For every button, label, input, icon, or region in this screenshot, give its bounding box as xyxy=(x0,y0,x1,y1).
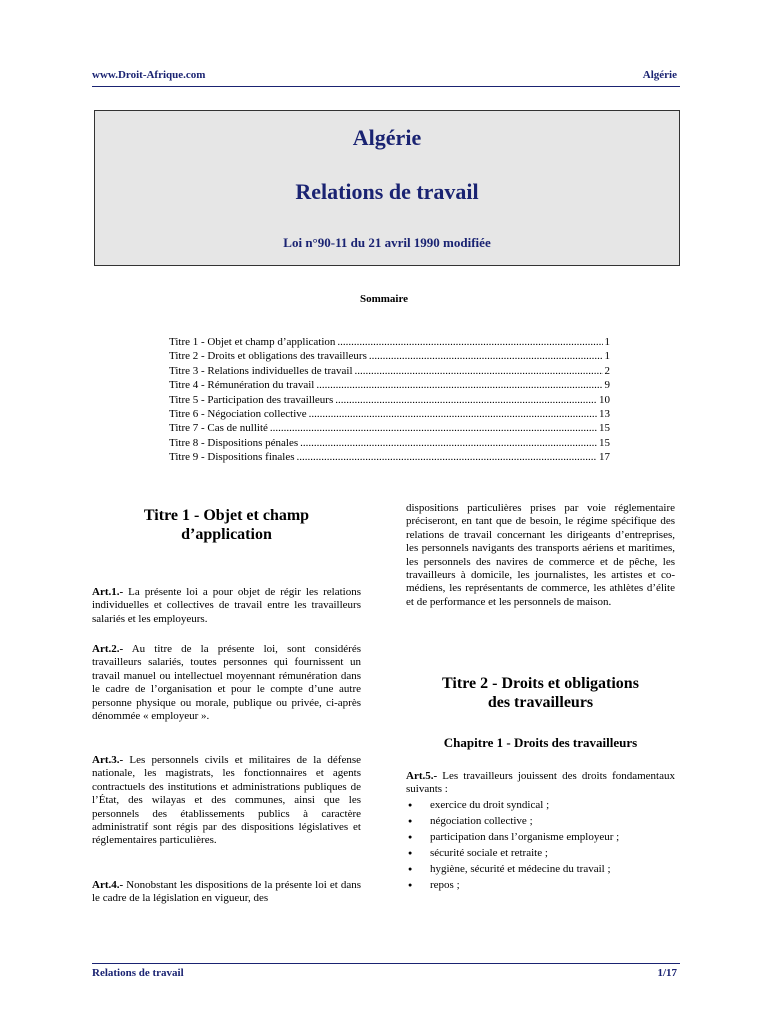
article-text: Les personnels civils et militaires de la défense nationale, les magistrats, les fonctionnaires et agents contractuels des institutions et administrations publiques de l’État, des wilayas et des communes, ainsi que les personnels des établissements publics à caractère administratif sont régis par des dispositions législatives et réglementaires particulières. xyxy=(92,754,361,847)
title-box xyxy=(94,110,680,266)
article-number: Art.2.- xyxy=(92,643,124,655)
toc-item-page: 9 xyxy=(604,379,610,392)
toc-item-page: 1 xyxy=(604,336,610,348)
document-title: Relations de travail xyxy=(295,179,479,204)
toc-leader-dots xyxy=(316,378,602,392)
article-5 xyxy=(406,770,675,797)
chapter-heading: Chapitre 1 - Droits des travailleurs xyxy=(443,735,638,750)
toc-item[interactable] xyxy=(169,349,610,363)
list-item: ● hygiène, sécurité et médecine du travail ; xyxy=(406,861,675,877)
article-number: Art.3.- xyxy=(92,754,124,766)
header-site-link[interactable]: www.Droit-Afrique.com xyxy=(92,69,206,81)
section-heading-line: des travailleurs xyxy=(487,694,594,711)
list-item: ● sécurité sociale et retraite ; xyxy=(406,845,675,861)
article-number: Art.4.- xyxy=(92,879,124,891)
toc-item[interactable] xyxy=(169,335,610,349)
toc-item-page: 15 xyxy=(599,422,610,435)
toc-leader-dots xyxy=(337,335,602,349)
toc-item[interactable] xyxy=(169,421,610,435)
toc-item-page: 13 xyxy=(599,407,610,420)
article-3 xyxy=(92,754,361,848)
toc-leader-dots xyxy=(270,421,597,435)
toc-leader-dots xyxy=(297,450,598,464)
toc-leader-dots xyxy=(355,364,603,378)
toc-item[interactable] xyxy=(169,436,610,450)
document-law-reference: Loi n°90-11 du 21 avril 1990 modifiée xyxy=(283,235,491,250)
toc-item-label: Titre 7 - Cas de nullité xyxy=(169,422,268,435)
toc-heading: Sommaire xyxy=(359,293,409,305)
toc-item-label: Titre 8 - Dispositions pénales xyxy=(169,436,299,449)
toc-item-label: Titre 6 - Négociation collective xyxy=(169,407,307,420)
toc-item-page: 1 xyxy=(604,350,610,363)
toc-item-page: 10 xyxy=(599,393,610,406)
document-country: Algérie xyxy=(352,125,422,150)
article-text: Nonobstant les dispositions de la présente loi et dans le cadre de la législation en vigueur, des xyxy=(92,879,361,905)
toc-item-label: Titre 2 - Droits et obligations des travailleurs xyxy=(169,350,367,363)
toc-item-page: 15 xyxy=(599,436,610,449)
footer-title: Relations de travail xyxy=(92,967,184,979)
list-item: ● négociation collective ; xyxy=(406,813,675,829)
list-item: ● participation dans l’organisme employeur ; xyxy=(406,829,675,845)
section-heading-line: d’application xyxy=(181,526,272,543)
toc-leader-dots xyxy=(335,393,597,407)
footer-rule xyxy=(92,963,680,964)
section-heading-line: Titre 2 - Droits et obligations xyxy=(442,675,639,692)
list-item: ● repos ; xyxy=(406,877,675,893)
article-text: Les travailleurs jouissent des droits fondamentaux suivants : xyxy=(406,770,675,796)
section-heading-line: Titre 1 - Objet et champ xyxy=(143,507,310,524)
toc-item-label: Titre 5 - Participation des travailleurs xyxy=(169,393,334,406)
toc-leader-dots xyxy=(369,349,603,363)
table-of-contents xyxy=(169,335,610,465)
header-rule xyxy=(92,86,680,87)
toc-item[interactable] xyxy=(169,364,610,378)
toc-item-label: Titre 9 - Dispositions finales xyxy=(169,451,295,464)
toc-item[interactable] xyxy=(169,450,610,464)
rights-list xyxy=(406,797,675,893)
article-text: Au titre de la présente loi, sont considérés travailleurs salariés, toutes personnes qui fournissent un travail manuel ou intellectuel moyennant rémunération dans le cadre de l’organisation et pour le compte d’une autre personne physique ou morale, publique ou privée, ci-après dénommée « employeur ». xyxy=(92,643,361,723)
toc-item[interactable] xyxy=(169,407,610,421)
toc-item[interactable] xyxy=(169,393,610,407)
article-text: La présente loi a pour objet de régir les relations individuelles et collectives de travail entre les travailleurs salariés et les employeurs. xyxy=(92,586,361,625)
toc-item-label: Titre 3 - Relations individuelles de travail xyxy=(169,364,353,377)
article-number: Art.1.- xyxy=(92,586,124,598)
article-number: Art.5.- xyxy=(406,770,438,782)
toc-item-page: 2 xyxy=(604,364,610,377)
toc-item-page: 17 xyxy=(599,451,610,464)
header-country: Algérie xyxy=(642,69,677,81)
article-2 xyxy=(92,643,361,723)
list-item: ● exercice du droit syndical ; xyxy=(406,797,675,813)
toc-leader-dots xyxy=(309,407,597,421)
section-heading-titre-1 xyxy=(92,506,361,544)
toc-item-label: Titre 1 - Objet et champ d’application xyxy=(169,336,336,348)
toc-leader-dots xyxy=(300,436,597,450)
toc-item-label: Titre 4 - Rémunération du travail xyxy=(169,379,315,392)
section-heading-titre-2 xyxy=(406,674,675,712)
footer-page-number: 1/17 xyxy=(657,967,677,979)
article-4 xyxy=(92,879,361,906)
toc-item[interactable] xyxy=(169,378,610,392)
article-4-continuation: dispositions particulières prises par voie réglementaire préciseront, en tant que de besoin, le régime spécifique des relations de travail concernant les dirigeants d’entreprises, les personnels navigants des transports aériens et maritimes, les personnels des navires de commerce et de pêche, les travailleurs à domicile, les journalistes, les artistes et comédiens, les représentants de commerce, les athlètes d’élite et de performance et les personnels de maison. xyxy=(406,502,675,608)
article-1 xyxy=(92,586,361,626)
